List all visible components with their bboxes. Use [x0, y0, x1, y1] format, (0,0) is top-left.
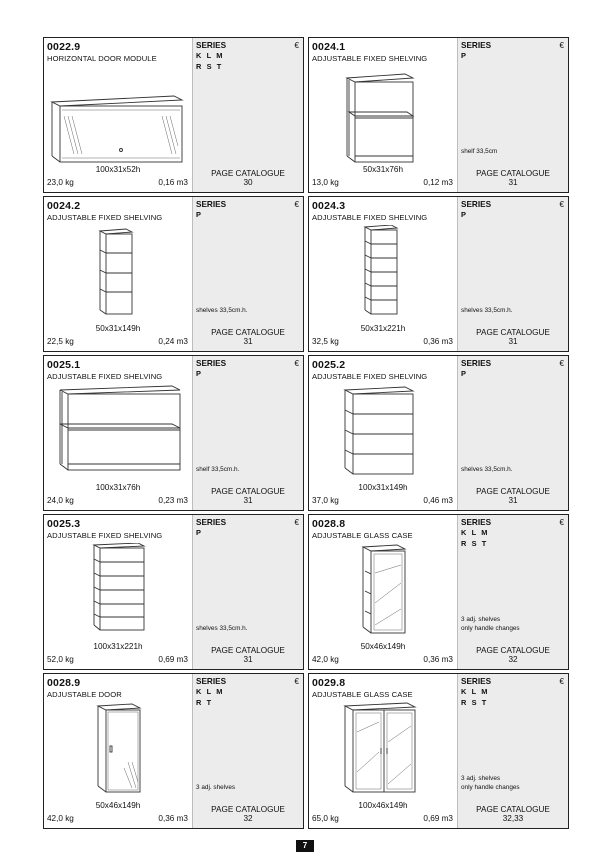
product-dimensions: 50x46x149h: [95, 801, 141, 810]
series-panel: [457, 38, 568, 192]
product-dimensions: 100x31x52h: [95, 165, 141, 174]
product-info: [44, 515, 192, 669]
product-name: ADJUSTABLE FIXED SHELVING: [312, 372, 428, 381]
product-volume: 0,23 m3: [158, 496, 188, 505]
product-code: 0028.9: [47, 677, 81, 689]
product-illustration: [309, 543, 457, 643]
series-panel: [457, 674, 568, 828]
product-code: 0028.8: [312, 518, 346, 530]
product-name: ADJUSTABLE GLASS CASE: [312, 531, 413, 540]
page-catalogue: [458, 646, 568, 664]
product-info: [309, 674, 457, 828]
product-dimensions: 100x31x221h: [93, 642, 143, 651]
page-number: 7: [296, 840, 314, 852]
page-catalogue: [193, 646, 303, 664]
product-volume: 0,69 m3: [158, 655, 188, 664]
product-dimensions: 50x31x149h: [95, 324, 141, 333]
catalogue-page: 32,33: [502, 814, 524, 823]
euro-icon: €: [559, 41, 564, 50]
series-panel: [192, 38, 303, 192]
series-line: P: [196, 528, 203, 537]
product-weight: 42,0 kg: [47, 814, 74, 823]
product-illustration: [309, 66, 457, 166]
page-catalogue: [458, 169, 568, 187]
series-heading: SERIES: [196, 200, 227, 209]
product-info: [44, 38, 192, 192]
product-code: 0022.9: [47, 41, 81, 53]
product-weight: 52,0 kg: [47, 655, 74, 664]
euro-icon: €: [294, 359, 299, 368]
product-note: shelf 33,5cm.h.: [196, 466, 240, 473]
product-code: 0025.2: [312, 359, 346, 371]
euro-icon: €: [294, 677, 299, 686]
product-illustration: [44, 543, 192, 643]
series-heading: SERIES: [196, 359, 227, 368]
product-volume: 0,24 m3: [158, 337, 188, 346]
series-panel: [192, 515, 303, 669]
page-catalogue-label: PAGE CATALOGUE: [211, 169, 285, 178]
product-info: [309, 515, 457, 669]
catalogue-page: 31: [508, 178, 518, 187]
product-code: 0024.2: [47, 200, 81, 212]
product-dimensions: 100x46x149h: [358, 801, 408, 810]
series-heading: SERIES: [461, 200, 492, 209]
catalogue-page: 31: [243, 337, 253, 346]
product-info: [44, 197, 192, 351]
product-volume: 0,36 m3: [423, 655, 453, 664]
product-code: 0029.8: [312, 677, 346, 689]
page-catalogue-label: PAGE CATALOGUE: [476, 646, 550, 655]
product-row: [43, 196, 569, 352]
product-name: ADJUSTABLE GLASS CASE: [312, 690, 413, 699]
series-panel: [192, 674, 303, 828]
euro-icon: €: [294, 200, 299, 209]
product-card: [43, 37, 304, 193]
product-illustration: [44, 702, 192, 802]
page-catalogue-label: PAGE CATALOGUE: [476, 169, 550, 178]
product-card: [43, 514, 304, 670]
page-catalogue-label: PAGE CATALOGUE: [211, 487, 285, 496]
product-illustration: [309, 225, 457, 325]
product-weight: 24,0 kg: [47, 496, 74, 505]
product-weight: 37,0 kg: [312, 496, 339, 505]
product-card: [308, 673, 569, 829]
product-note: shelf 33,5cm: [461, 148, 498, 155]
product-volume: 0,69 m3: [423, 814, 453, 823]
product-note: shelves 33,5cm.h.: [196, 625, 248, 632]
catalogue-page: 31: [243, 496, 253, 505]
product-card: [43, 196, 304, 352]
product-weight: 65,0 kg: [312, 814, 339, 823]
series-heading: SERIES: [196, 677, 227, 686]
series-line: K L M: [196, 687, 224, 696]
page-catalogue: [193, 805, 303, 823]
product-row: [43, 37, 569, 193]
page-catalogue: [193, 487, 303, 505]
product-volume: 0,16 m3: [158, 178, 188, 187]
product-weight: 23,0 kg: [47, 178, 74, 187]
page-catalogue: [193, 169, 303, 187]
series-line: P: [461, 369, 468, 378]
product-name: ADJUSTABLE FIXED SHELVING: [312, 213, 428, 222]
series-panel: [192, 197, 303, 351]
page-catalogue-label: PAGE CATALOGUE: [211, 646, 285, 655]
product-name: ADJUSTABLE FIXED SHELVING: [47, 372, 163, 381]
product-note: 3 adj. shelves only handle changes: [461, 616, 520, 632]
page-catalogue: [458, 487, 568, 505]
product-code: 0024.3: [312, 200, 346, 212]
product-name: ADJUSTABLE DOOR: [47, 690, 122, 699]
euro-icon: €: [559, 359, 564, 368]
series-panel: [457, 197, 568, 351]
page-catalogue-label: PAGE CATALOGUE: [476, 487, 550, 496]
euro-icon: €: [294, 518, 299, 527]
catalogue-page: 32: [243, 814, 253, 823]
series-line: P: [461, 51, 468, 60]
product-info: [44, 674, 192, 828]
product-info: [309, 197, 457, 351]
series-panel: [457, 356, 568, 510]
product-row: [43, 514, 569, 670]
product-dimensions: 100x31x149h: [358, 483, 408, 492]
product-code: 0025.3: [47, 518, 81, 530]
series-line: K L M: [461, 528, 489, 537]
product-dimensions: 50x46x149h: [360, 642, 406, 651]
page-catalogue: [193, 328, 303, 346]
series-line: P: [196, 210, 203, 219]
product-illustration: [309, 702, 457, 802]
product-grid: [43, 37, 569, 832]
product-note: shelves 33,5cm.h.: [196, 307, 248, 314]
product-illustration: [309, 384, 457, 484]
product-name: ADJUSTABLE FIXED SHELVING: [47, 531, 163, 540]
product-weight: 13,0 kg: [312, 178, 339, 187]
product-info: [309, 38, 457, 192]
product-info: [44, 356, 192, 510]
page-catalogue-label: PAGE CATALOGUE: [211, 328, 285, 337]
series-line: R T: [196, 698, 213, 707]
series-heading: SERIES: [196, 41, 227, 50]
page-catalogue-label: PAGE CATALOGUE: [476, 805, 550, 814]
euro-icon: €: [294, 41, 299, 50]
product-code: 0025.1: [47, 359, 81, 371]
product-card: [308, 514, 569, 670]
catalogue-page: 31: [243, 655, 253, 664]
page-catalogue-label: PAGE CATALOGUE: [211, 805, 285, 814]
product-volume: 0,12 m3: [423, 178, 453, 187]
catalogue-page: 32: [508, 655, 518, 664]
product-name: HORIZONTAL DOOR MODULE: [47, 54, 157, 63]
product-card: [308, 355, 569, 511]
product-note: shelves 33,5cm.h.: [461, 307, 513, 314]
series-line: K L M: [461, 687, 489, 696]
page-catalogue: [458, 805, 568, 823]
series-panel: [192, 356, 303, 510]
series-line: R S T: [196, 62, 223, 71]
product-note: shelves 33,5cm.h.: [461, 466, 513, 473]
product-card: [308, 196, 569, 352]
page-catalogue-label: PAGE CATALOGUE: [476, 328, 550, 337]
product-card: [308, 37, 569, 193]
product-weight: 32,5 kg: [312, 337, 339, 346]
product-dimensions: 50x31x221h: [360, 324, 406, 333]
product-name: ADJUSTABLE FIXED SHELVING: [47, 213, 163, 222]
series-line: K L M: [196, 51, 224, 60]
series-line: P: [461, 210, 468, 219]
page-catalogue: [458, 328, 568, 346]
product-illustration: [44, 225, 192, 325]
catalogue-page: 31: [508, 337, 518, 346]
product-card: [43, 673, 304, 829]
product-illustration: [44, 384, 192, 484]
product-name: ADJUSTABLE FIXED SHELVING: [312, 54, 428, 63]
product-note: 3 adj. shelves only handle changes: [461, 775, 520, 791]
product-illustration: [44, 66, 192, 166]
product-row: [43, 355, 569, 511]
series-heading: SERIES: [196, 518, 227, 527]
product-weight: 22,5 kg: [47, 337, 74, 346]
series-heading: SERIES: [461, 359, 492, 368]
catalogue-page: 30: [243, 178, 253, 187]
product-volume: 0,36 m3: [423, 337, 453, 346]
series-line: R S T: [461, 539, 488, 548]
product-row: [43, 673, 569, 829]
product-card: [43, 355, 304, 511]
euro-icon: €: [559, 200, 564, 209]
product-note: 3 adj. shelves: [196, 784, 236, 791]
series-panel: [457, 515, 568, 669]
product-volume: 0,46 m3: [423, 496, 453, 505]
series-heading: SERIES: [461, 41, 492, 50]
euro-icon: €: [559, 518, 564, 527]
series-heading: SERIES: [461, 518, 492, 527]
series-heading: SERIES: [461, 677, 492, 686]
product-dimensions: 50x31x76h: [362, 165, 404, 174]
product-code: 0024.1: [312, 41, 346, 53]
series-line: R S T: [461, 698, 488, 707]
product-dimensions: 100x31x76h: [95, 483, 141, 492]
catalogue-page: 31: [508, 496, 518, 505]
product-info: [309, 356, 457, 510]
euro-icon: €: [559, 677, 564, 686]
product-weight: 42,0 kg: [312, 655, 339, 664]
product-volume: 0,36 m3: [158, 814, 188, 823]
series-line: P: [196, 369, 203, 378]
